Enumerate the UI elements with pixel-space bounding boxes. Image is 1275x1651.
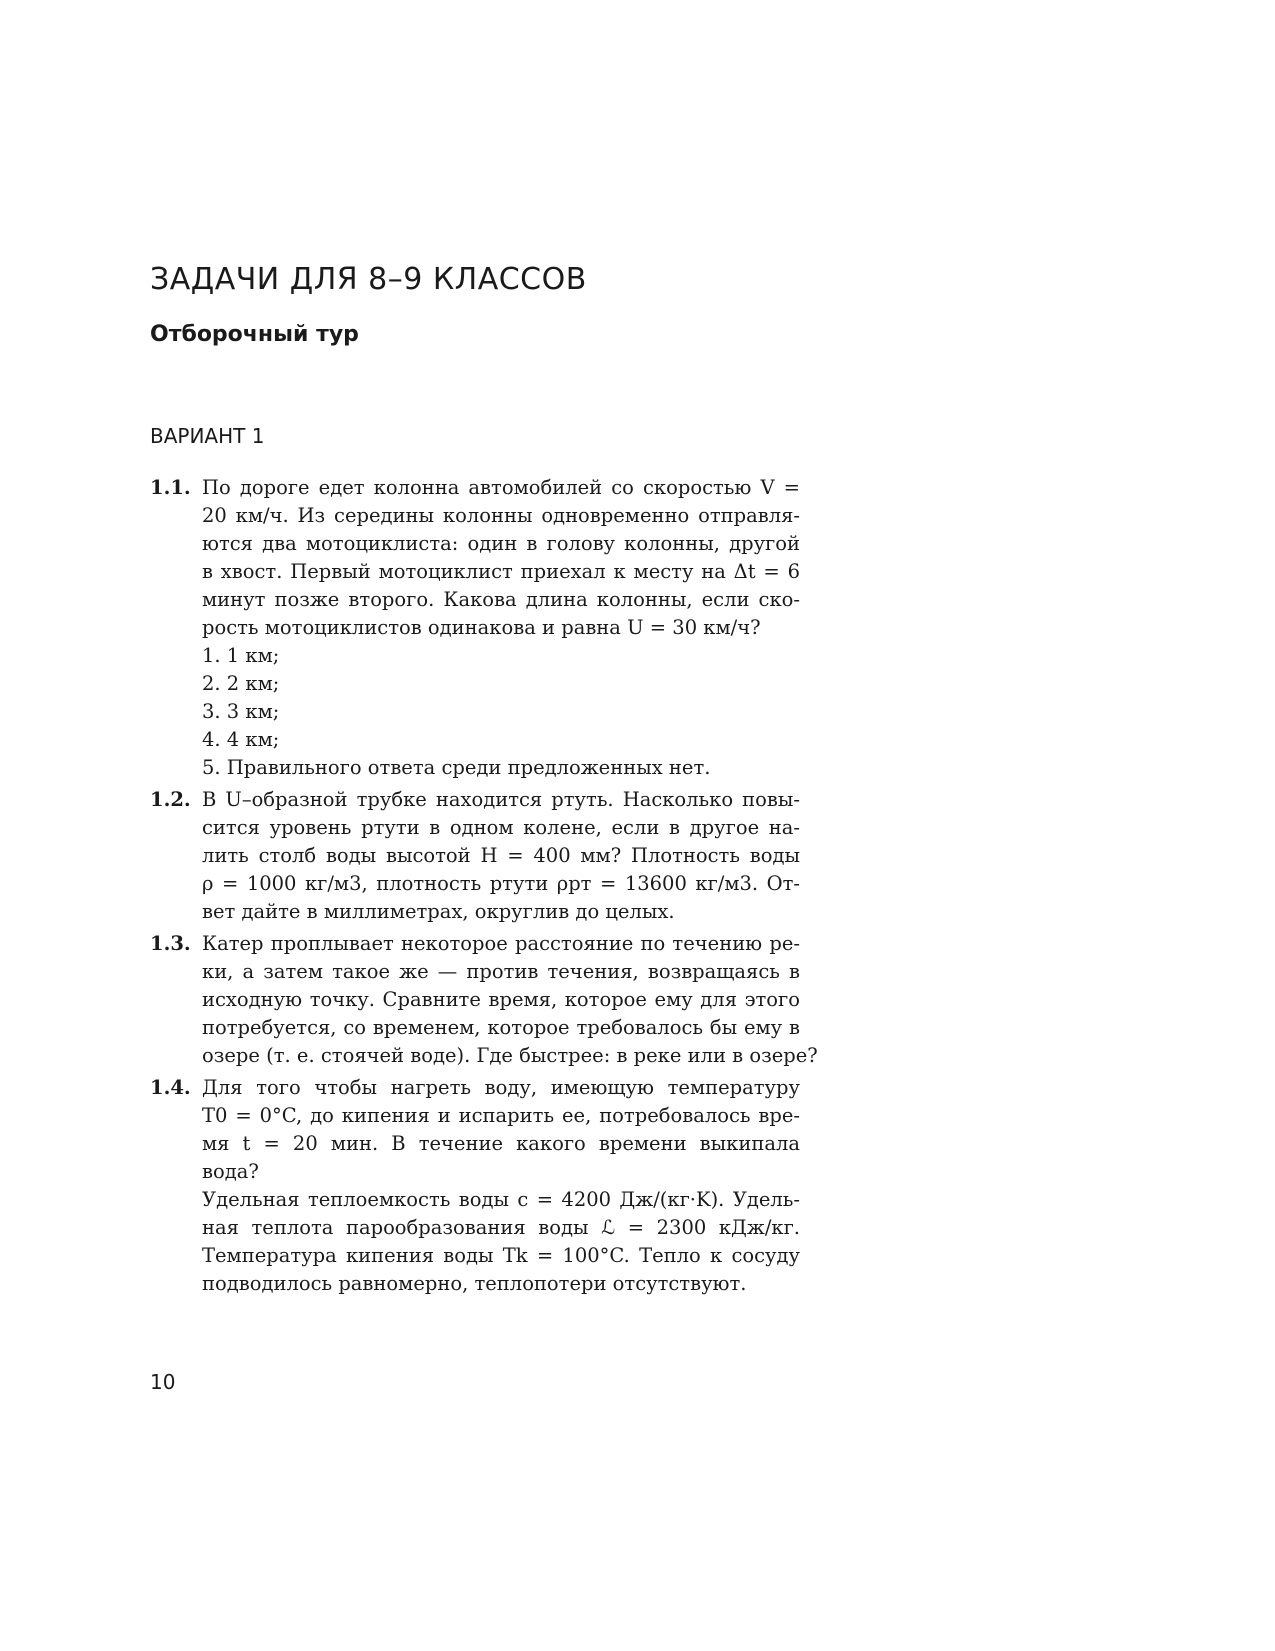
problem-line: В U–образной трубке находится ртуть. Насколько повы- (202, 788, 800, 811)
answer-option: 2. 2 км; (202, 672, 280, 695)
page-number: 10 (150, 1370, 176, 1394)
problem-text (202, 786, 800, 926)
problem-line: лить столб воды высотой H = 400 мм? Плотность воды (202, 844, 800, 867)
problem-text (202, 930, 818, 1070)
problem-list (150, 474, 818, 1302)
problem-text (202, 1074, 800, 1298)
problem-line: озере (т. е. стоячей воде). Где быстрее: в реке или в озере? (202, 1044, 818, 1067)
problem-line: ρ = 1000 кг/м3, плотность ртути ρрт = 13600 кг/м3. От- (202, 872, 800, 895)
answer-options (202, 642, 800, 782)
problem-line: Удельная теплоемкость воды c = 4200 Дж/(кг·K). Удель- (202, 1188, 800, 1211)
problem-line: потребуется, со временем, которое требовалось бы ему в (202, 1016, 800, 1039)
problem-line: вет дайте в миллиметрах, округлив до целых. (202, 900, 675, 923)
problem-line: в хвост. Первый мотоциклист приехал к месту на Δt = 6 (202, 560, 800, 583)
problem-line: T0 = 0°C, до кипения и испарить ее, потребовалось вре- (202, 1104, 800, 1127)
answer-option: 3. 3 км; (202, 700, 280, 723)
problem-line: ются два мотоциклиста: один в голову колонны, другой (202, 532, 800, 555)
problem-line: Для того чтобы нагреть воду, имеющую температуру (202, 1076, 800, 1099)
problem-line: исходную точку. Сравните время, которое ему для этого (202, 988, 800, 1011)
problem-number: 1.3. (150, 932, 191, 955)
problem-number: 1.4. (150, 1076, 191, 1099)
variant-title: ВАРИАНТ 1 (150, 424, 265, 448)
problem-line: ная теплота парообразования воды ℒ = 2300 кДж/кг. (202, 1216, 800, 1239)
problem-number: 1.1. (150, 476, 191, 499)
problem-line: сится уровень ртути в одном колене, если в другое на- (202, 816, 800, 839)
problem-1-4 (150, 1074, 800, 1298)
problem-1-3 (150, 930, 818, 1070)
problem-line: Температура кипения воды Tk = 100°C. Тепло к сосуду (202, 1244, 800, 1267)
problem-line: мя t = 20 мин. В течение какого времени выкипала вода? (202, 1132, 800, 1183)
section-title: Отборочный тур (150, 322, 359, 347)
problem-line: 20 км/ч. Из середины колонны одновременно отправля- (202, 504, 800, 527)
answer-option: 5. Правильного ответа среди предложенных нет. (202, 756, 711, 779)
chapter-title: ЗАДАЧИ ДЛЯ 8–9 КЛАССОВ (150, 262, 587, 297)
problem-line: По дороге едет колонна автомобилей со скоростью V = (202, 476, 800, 499)
problem-text (202, 474, 800, 782)
problem-1-1 (150, 474, 800, 782)
answer-option: 1. 1 км; (202, 644, 280, 667)
problem-1-2 (150, 786, 800, 926)
problem-line: рость мотоциклистов одинакова и равна U = 30 км/ч? (202, 616, 761, 639)
problem-line: ки, а затем такое же — против течения, возвращаясь в (202, 960, 800, 983)
problem-line: минут позже второго. Какова длина колонны, если ско- (202, 588, 800, 611)
problem-number: 1.2. (150, 788, 191, 811)
problem-line: подводилось равномерно, теплопотери отсутствуют. (202, 1272, 747, 1295)
problem-line: Катер проплывает некоторое расстояние по течению ре- (202, 932, 800, 955)
answer-option: 4. 4 км; (202, 728, 280, 751)
